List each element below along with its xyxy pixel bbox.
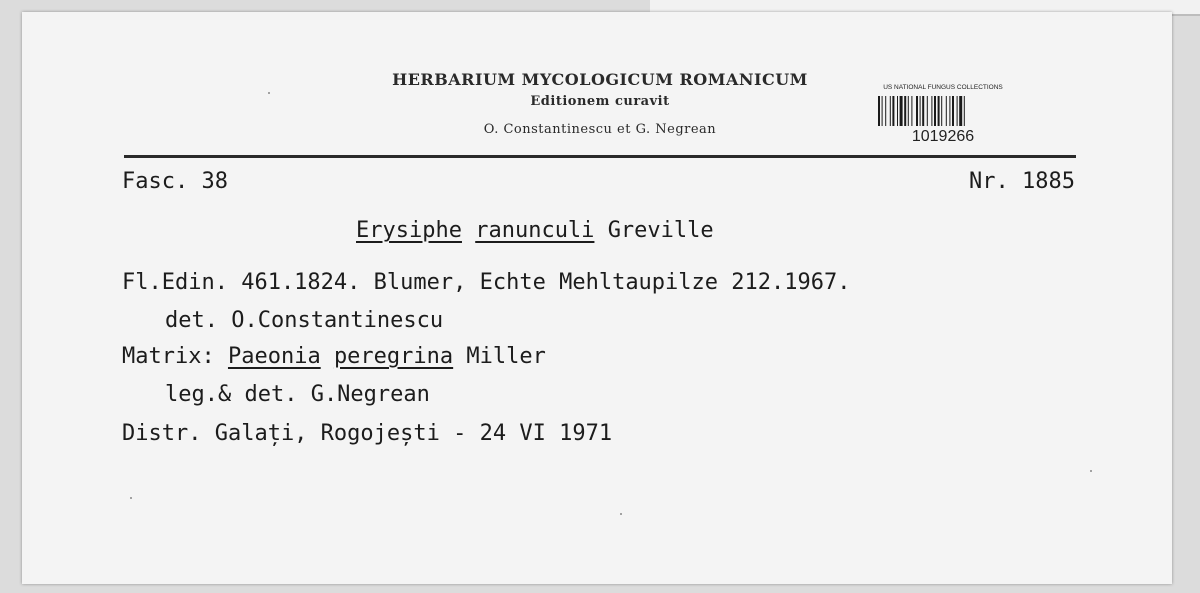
paper-speck: [620, 513, 622, 515]
collector-line: leg.& det. G.Negrean: [165, 382, 430, 407]
paper-speck: [268, 92, 270, 94]
herbarium-editors: O. Constantinescu et G. Negrean: [483, 122, 717, 137]
barcode-icon: [877, 96, 1009, 128]
herbarium-subtitle: Editionem curavit: [530, 94, 670, 109]
herbarium-title: HERBARIUM MYCOLOGICUM ROMANICUM: [392, 70, 808, 89]
paper-speck: [130, 497, 132, 499]
host-author: Miller: [466, 344, 546, 369]
fascicle-number: Fasc. 38: [122, 169, 228, 194]
species-genus: Erysiphe: [356, 218, 462, 243]
matrix-line: [122, 344, 546, 369]
host-genus: Paeonia: [227, 344, 321, 369]
determiner-line: det. O.Constantinescu: [165, 308, 444, 333]
header-divider: [124, 155, 1076, 158]
host-epithet: peregrina: [333, 344, 454, 369]
barcode-caption: US NATIONAL FUNGUS COLLECTIONS: [883, 84, 1003, 91]
literature-reference: Fl.Edin. 461.1824. Blumer, Echte Mehltaupilze 212.1967.: [122, 270, 851, 295]
locality-line: Distr. Galați, Rogojești - 24 VI 1971: [122, 421, 613, 446]
paper-speck: [1090, 470, 1092, 472]
barcode-label: [870, 82, 1016, 152]
species-epithet: ranunculi: [475, 218, 595, 243]
species-name: [356, 218, 714, 243]
barcode-number: 1019266: [911, 128, 975, 145]
specimen-number: Nr. 1885: [969, 169, 1075, 194]
matrix-label: Matrix:: [122, 344, 215, 369]
species-author: Greville: [607, 218, 714, 243]
